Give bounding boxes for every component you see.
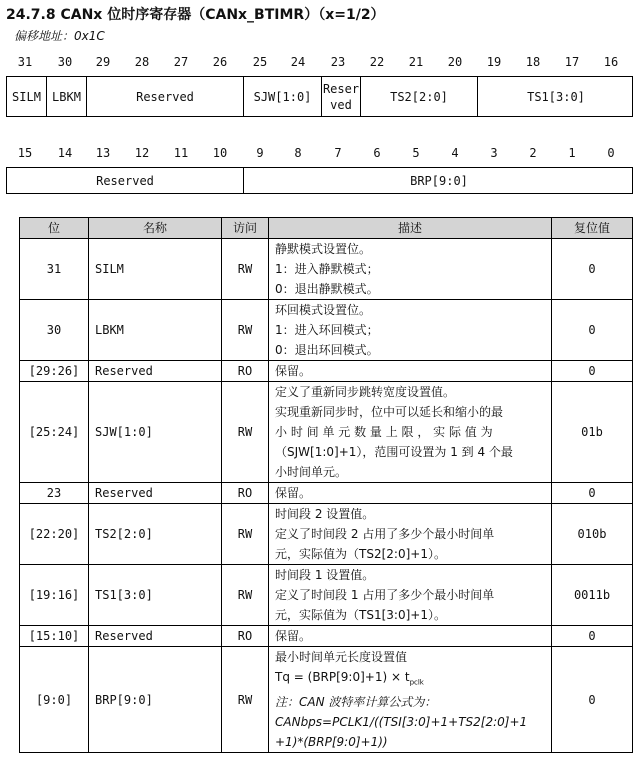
cell-access: RO bbox=[222, 626, 269, 647]
bit-number: 3 bbox=[490, 146, 498, 160]
bit-number: 5 bbox=[412, 146, 420, 160]
bit-number: 31 bbox=[17, 55, 33, 69]
cell-reset: 0011b bbox=[552, 565, 633, 626]
cell-name: Reserved bbox=[89, 361, 222, 382]
cell-bit: [19:16] bbox=[20, 565, 89, 626]
cell-name: Reserved bbox=[89, 483, 222, 504]
bit-number: 9 bbox=[256, 146, 264, 160]
cell-description bbox=[269, 361, 552, 382]
register-description-table bbox=[19, 217, 633, 753]
cell-bit: [9:0] bbox=[20, 647, 89, 753]
cell-name: TS2[2:0] bbox=[89, 504, 222, 565]
desc-line: 时间段 1 设置值。 bbox=[275, 568, 375, 582]
field-ts2: TS2[2:0] bbox=[360, 77, 477, 116]
cell-reset: 0 bbox=[552, 647, 633, 753]
table-row bbox=[20, 239, 633, 300]
bit-numbers-low bbox=[0, 146, 641, 162]
table-row bbox=[20, 361, 633, 382]
bit-number: 22 bbox=[369, 55, 385, 69]
col-header-reset: 复位值 bbox=[552, 218, 633, 239]
table-row bbox=[20, 382, 633, 483]
bit-number: 18 bbox=[525, 55, 541, 69]
desc-line: 1：进入静默模式； bbox=[275, 262, 379, 276]
cell-reset: 0 bbox=[552, 300, 633, 361]
cell-name: Reserved bbox=[89, 626, 222, 647]
desc-line: 定义了重新同步跳转宽度设置值。 bbox=[275, 385, 456, 399]
col-header-bit: 位 bbox=[20, 218, 89, 239]
cell-access: RW bbox=[222, 300, 269, 361]
tq-subscript: pclk bbox=[409, 678, 424, 687]
desc-line: 静默模式设置位。 bbox=[275, 242, 372, 256]
bit-number: 7 bbox=[334, 146, 342, 160]
cell-bit: 30 bbox=[20, 300, 89, 361]
page-title: 24.7.8 CANx 位时序寄存器（CANx_BTIMR）（x=1/2） bbox=[6, 7, 385, 23]
cell-access: RW bbox=[222, 382, 269, 483]
bit-number: 0 bbox=[607, 146, 615, 160]
cell-access: RO bbox=[222, 483, 269, 504]
field-lbkm: LBKM bbox=[46, 77, 86, 116]
tq-formula: Tq = (BRP[9:0]+1) × t bbox=[275, 670, 410, 684]
cell-bit: 31 bbox=[20, 239, 89, 300]
desc-line: 保留。 bbox=[275, 486, 312, 500]
desc-line: 定义了时间段 2 占用了多少个最小时间单 bbox=[275, 527, 495, 541]
cell-bit: [25:24] bbox=[20, 382, 89, 483]
field-ts1: TS1[3:0] bbox=[477, 77, 634, 116]
field-sjw: SJW[1:0] bbox=[243, 77, 321, 116]
bit-number: 28 bbox=[134, 55, 150, 69]
register-fields-low bbox=[6, 167, 633, 194]
desc-line: 0：退出环回模式。 bbox=[275, 343, 379, 357]
bit-number: 24 bbox=[290, 55, 306, 69]
col-header-name: 名称 bbox=[89, 218, 222, 239]
cell-name: SJW[1:0] bbox=[89, 382, 222, 483]
cell-reset: 0 bbox=[552, 239, 633, 300]
desc-line: 1：进入环回模式； bbox=[275, 323, 379, 337]
desc-line: +1)*(BRP[9:0]+1)) bbox=[275, 735, 388, 750]
bit-number: 29 bbox=[95, 55, 111, 69]
table-row bbox=[20, 504, 633, 565]
bit-number: 23 bbox=[330, 55, 346, 69]
cell-reset: 01b bbox=[552, 382, 633, 483]
desc-line: 保留。 bbox=[275, 629, 312, 643]
cell-access: RO bbox=[222, 361, 269, 382]
bit-number: 25 bbox=[252, 55, 268, 69]
offset-address: 偏移地址：0x1C bbox=[14, 29, 105, 43]
desc-line: 元，实际值为（TS1[3:0]+1）。 bbox=[275, 608, 446, 622]
cell-name: SILM bbox=[89, 239, 222, 300]
bit-number: 10 bbox=[212, 146, 228, 160]
desc-line-tq bbox=[275, 667, 545, 692]
cell-reset: 010b bbox=[552, 504, 633, 565]
field-reserved-high: Reserved bbox=[86, 77, 243, 116]
bit-number: 20 bbox=[447, 55, 463, 69]
desc-line: 定义了时间段 1 占用了多少个最小时间单 bbox=[275, 588, 495, 602]
desc-line: 最小时间单元长度设置值 bbox=[275, 650, 408, 664]
cell-access: RW bbox=[222, 565, 269, 626]
field-reserved-bit23: Reser ved bbox=[321, 77, 360, 116]
field-reserved-low: Reserved bbox=[96, 173, 154, 188]
table-row bbox=[20, 483, 633, 504]
bit-number: 30 bbox=[57, 55, 73, 69]
table-row bbox=[20, 626, 633, 647]
bit-number: 19 bbox=[486, 55, 502, 69]
cell-description bbox=[269, 565, 552, 626]
cell-description bbox=[269, 647, 552, 753]
cell-name: TS1[3:0] bbox=[89, 565, 222, 626]
cell-reset: 0 bbox=[552, 361, 633, 382]
desc-line: 保留。 bbox=[275, 364, 312, 378]
bit-number: 2 bbox=[529, 146, 537, 160]
bit-number: 14 bbox=[57, 146, 73, 160]
cell-description bbox=[269, 239, 552, 300]
table-header-row bbox=[20, 218, 633, 239]
cell-name: BRP[9:0] bbox=[89, 647, 222, 753]
bit-number: 26 bbox=[212, 55, 228, 69]
desc-line: 0：退出静默模式。 bbox=[275, 282, 379, 296]
cell-bit: [29:26] bbox=[20, 361, 89, 382]
bit-number: 16 bbox=[603, 55, 619, 69]
desc-line: 实现重新同步时，位中可以延长和缩小的最 bbox=[275, 405, 504, 419]
bit-number: 27 bbox=[173, 55, 189, 69]
col-header-access: 访问 bbox=[222, 218, 269, 239]
bit-number: 1 bbox=[568, 146, 576, 160]
desc-line: 环回模式设置位。 bbox=[275, 303, 372, 317]
field-silm: SILM bbox=[12, 89, 41, 104]
col-header-description: 描述 bbox=[269, 218, 552, 239]
desc-line: 元，实际值为（TS2[2:0]+1）。 bbox=[275, 547, 446, 561]
bit-number: 17 bbox=[564, 55, 580, 69]
cell-description bbox=[269, 483, 552, 504]
cell-access: RW bbox=[222, 239, 269, 300]
cell-bit: 23 bbox=[20, 483, 89, 504]
bit-number: 8 bbox=[294, 146, 302, 160]
desc-line: 小 时 间 单 元 数 量 上 限 ， 实 际 值 为 bbox=[275, 425, 493, 439]
cell-reset: 0 bbox=[552, 626, 633, 647]
table-row bbox=[20, 565, 633, 626]
cell-bit: [22:20] bbox=[20, 504, 89, 565]
cell-description bbox=[269, 504, 552, 565]
cell-description bbox=[269, 626, 552, 647]
table-row bbox=[20, 300, 633, 361]
bit-number: 12 bbox=[134, 146, 150, 160]
cell-description bbox=[269, 300, 552, 361]
desc-line: 注：CAN 波特率计算公式为： bbox=[275, 695, 437, 710]
desc-line: 时间段 2 设置值。 bbox=[275, 507, 375, 521]
cell-name: LBKM bbox=[89, 300, 222, 361]
bit-number: 6 bbox=[373, 146, 381, 160]
field-brp: BRP[9:0] bbox=[243, 168, 634, 193]
bit-number: 21 bbox=[408, 55, 424, 69]
bit-number: 11 bbox=[173, 146, 189, 160]
table-row bbox=[20, 647, 633, 753]
cell-access: RW bbox=[222, 647, 269, 753]
bit-number: 4 bbox=[451, 146, 459, 160]
cell-description bbox=[269, 382, 552, 483]
cell-access: RW bbox=[222, 504, 269, 565]
bit-number: 15 bbox=[17, 146, 33, 160]
bit-number: 13 bbox=[95, 146, 111, 160]
cell-reset: 0 bbox=[552, 483, 633, 504]
bit-numbers-high bbox=[0, 55, 641, 71]
desc-line: 小时间单元。 bbox=[275, 465, 348, 479]
register-fields-high bbox=[6, 76, 633, 117]
desc-line: （SJW[1:0]+1），范围可设置为 1 到 4 个最 bbox=[275, 445, 513, 459]
cell-bit: [15:10] bbox=[20, 626, 89, 647]
desc-line: CANbps=PCLK1/((TSI[3:0]+1+TS2[2:0]+1 bbox=[275, 715, 528, 730]
